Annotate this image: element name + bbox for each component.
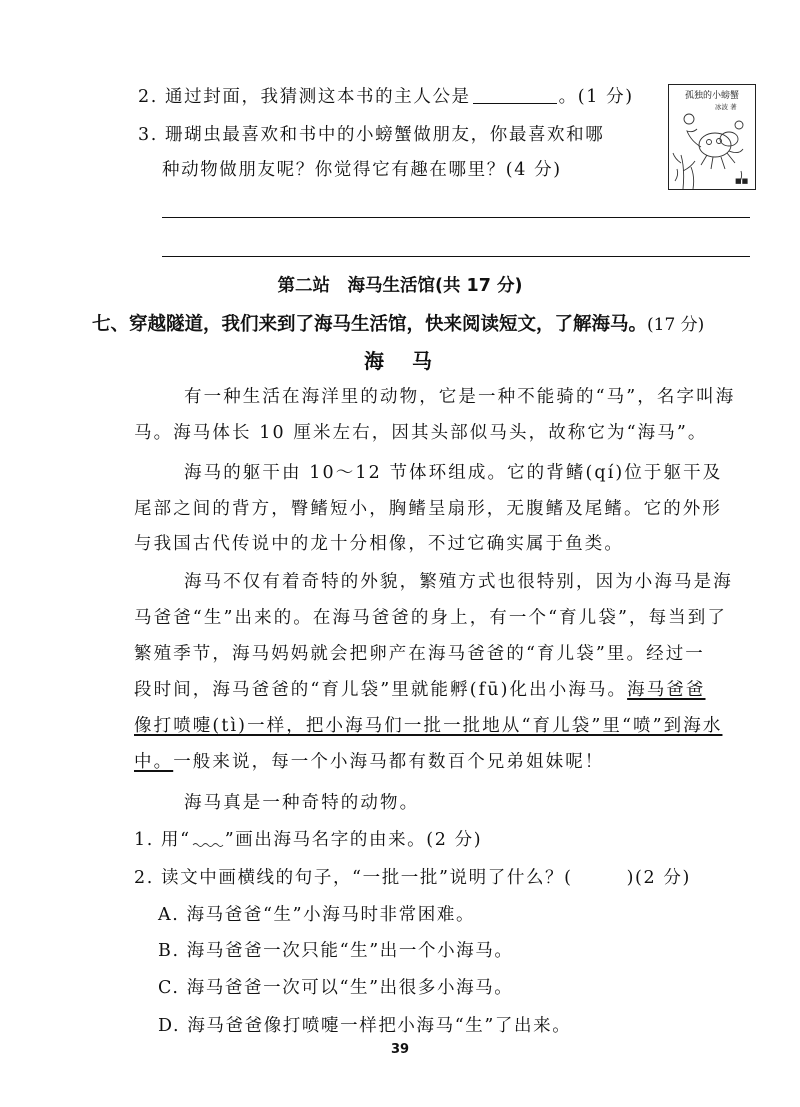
answer-line-1[interactable] <box>162 217 750 218</box>
article-p3-line-5 <box>134 712 722 737</box>
underlined-sentence-end: 中。 <box>134 752 174 772</box>
question-2b-score: )(2 分) <box>626 868 691 888</box>
underlined-sentence-middle: 像打喷嚏(tì)一样，把小海马们一批一批地从“育儿袋”里“喷”到海水 <box>134 716 723 736</box>
station-title: 第二站 海马生活馆(共 17 分) <box>277 276 523 296</box>
question-2-text: 2. 通过封面，我猜测这本书的主人公是 <box>138 87 471 107</box>
answer-line-2[interactable] <box>162 256 750 257</box>
article-p3-line-1: 海马不仅有着奇特的外貌，繁殖方式也很特别，因为小海马是海 <box>184 572 733 592</box>
option-a[interactable]: A. 海马爸爸“生”小海马时非常困难。 <box>158 905 476 925</box>
question-3-line-2: 种动物做朋友呢？你觉得它有趣在哪里？(4 分) <box>162 160 562 180</box>
article-p3-line-4 <box>134 676 706 701</box>
section-heading-line <box>92 310 704 336</box>
book-cover-image <box>668 84 756 190</box>
question-1-text: 1. 用“ <box>134 830 191 850</box>
answer-blank[interactable] <box>473 89 557 104</box>
option-b[interactable]: B. 海马爸爸一次只能“生”出一个小海马。 <box>158 941 514 961</box>
article-p2-line-1: 海马的躯干由 10～12 节体环组成。它的背鳍(qí)位于躯干及 <box>184 463 723 483</box>
section-score: (17 分) <box>647 315 705 335</box>
article-title: 海 马 <box>364 349 436 373</box>
article-p3-line-6 <box>134 748 604 773</box>
article-p3-line-4-text: 段时间，海马爸爸的“育儿袋”里就能孵(fū)化出小海马。 <box>134 680 628 700</box>
cover-title: 孤独的小螃蟹 <box>684 91 739 101</box>
underlined-sentence-start: 海马爸爸 <box>627 680 706 700</box>
article-p3-line-6-text: 一般来说，每一个小海马都有数百个兄弟姐妹呢！ <box>173 752 605 772</box>
article-p1-line-2: 马。海马体长 10 厘米左右，因其头部似马头，故称它为“海马”。 <box>134 423 708 443</box>
question-2-score: 。(1 分) <box>558 87 634 107</box>
question-1-instruction: ”画出海马名字的由来。(2 分) <box>224 830 483 850</box>
option-d[interactable]: D. 海马爸爸像打喷嚏一样把小海马“生”了出来。 <box>158 1016 572 1036</box>
article-p3-line-2: 马爸爸“生”出来的。在海马爸爸的身上，有一个“育儿袋”，每当到了 <box>134 608 727 628</box>
wavy-line-icon <box>191 832 225 850</box>
question-3-line-1: 3. 珊瑚虫最喜欢和书中的小螃蟹做朋友，你最喜欢和哪 <box>138 125 605 145</box>
page-number: 39 <box>390 1042 410 1057</box>
article-p3-line-3: 繁殖季节，海马妈妈就会把卵产在海马爸爸的“育儿袋”里。经过一 <box>134 644 705 664</box>
question-1-line <box>134 826 482 851</box>
article-p4: 海马真是一种奇特的动物。 <box>184 793 420 813</box>
article-p2-line-2: 尾部之间的背方，臀鳍短小，胸鳍呈扇形，无腹鳍及尾鳍。它的外形 <box>134 499 722 519</box>
question-2b-text: 2. 读文中画横线的句子，“一批一批”说明了什么？( <box>134 868 573 888</box>
section-heading: 七、穿越隧道，我们来到了海马生活馆，快来阅读短文，了解海马。 <box>92 314 648 335</box>
crab-illustration <box>669 85 755 189</box>
question-2-line <box>138 83 634 108</box>
option-c[interactable]: C. 海马爸爸一次可以“生”出很多小海马。 <box>158 978 514 998</box>
article-p1-line-1: 有一种生活在海洋里的动物，它是一种不能骑的“马”，名字叫海 <box>184 387 736 407</box>
question-2b-line <box>134 864 691 889</box>
cover-author: 冰波 著 <box>715 103 737 111</box>
publisher-mark: ■■ <box>735 177 749 185</box>
article-p2-line-3: 与我国古代传说中的龙十分相像，不过它确实属于鱼类。 <box>134 534 624 554</box>
